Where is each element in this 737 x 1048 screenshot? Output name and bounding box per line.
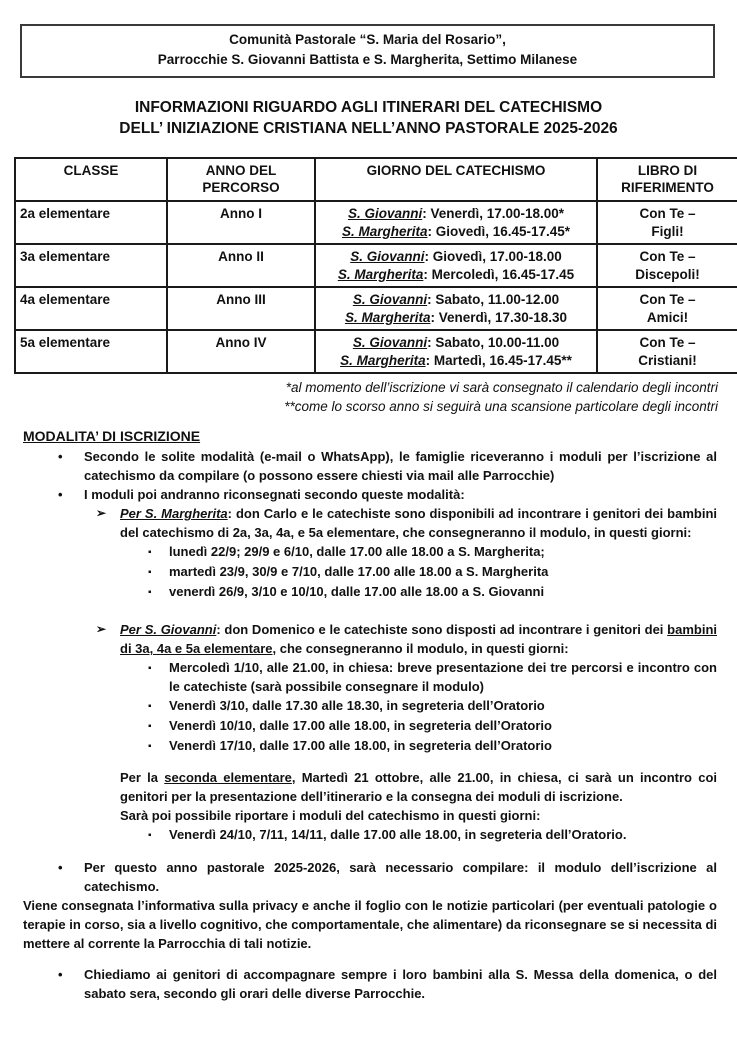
list-item	[58, 858, 717, 896]
giorno-detail: : Sabato, 11.00-12.00	[427, 292, 560, 308]
title-line2: DELL’ INIZIAZIONE CRISTIANA NELL’ANNO PASTORALE 2025-2026	[119, 120, 618, 138]
bullet-icon: •	[58, 860, 63, 876]
list-item	[148, 562, 717, 582]
table-row	[15, 330, 737, 373]
list-item	[58, 965, 717, 1003]
table-header-row	[15, 158, 737, 201]
parish-name: S. Giovanni	[352, 292, 428, 308]
parish-name: S. Giovanni	[352, 335, 428, 351]
section-heading-modalita: MODALITA’ DI ISCRIZIONE	[23, 428, 201, 445]
header-line1: Comunità Pastorale “S. Maria del Rosario”,	[229, 32, 506, 47]
list-item	[58, 485, 717, 504]
footnote-1: *al momento dell’iscrizione vi sarà consegnato il calendario degli incontri	[285, 380, 718, 396]
margherita-label: Per S. Margherita	[120, 506, 228, 522]
giorno-detail: : Venerdì, 17.00-18.00*	[422, 205, 565, 221]
square-bullet-icon: ▪	[148, 567, 152, 579]
parish-name: S. Giovanni	[347, 205, 423, 221]
square-bullet-icon: ▪	[148, 587, 152, 599]
libro-cell: Con Te – Figli!	[597, 201, 737, 244]
seconda-line2: Sarà poi possibile riportare i moduli del catechismo in questi giorni:	[120, 808, 541, 824]
giovanni-body-underlined: bambini di 3a, 4a e 5a elementare	[120, 622, 717, 657]
libro-cell: Con Te – Amici!	[597, 287, 737, 330]
giorno-detail: : Giovedì, 16.45-17.45*	[427, 223, 571, 239]
bullet4-text: Chiediamo ai genitori di accompagnare sempre i loro bambini alla S. Messa della domenica, o del sabato sera, secondo gli orari delle diverse Parrocchie.	[84, 967, 717, 1002]
modalita-body	[0, 447, 737, 1003]
giovanni-item-1: Mercoledì 1/10, alle 21.00, in chiesa: breve presentazione dei tre percorsi e incontro con le catechiste (sarà possibile consegnare il modulo)	[169, 660, 717, 695]
giorno-detail: : Giovedì, 17.00-18.00	[424, 249, 562, 265]
table-row	[15, 201, 737, 244]
footnote-2: **come lo scorso anno si seguirà una scansione particolare degli incontri	[284, 399, 718, 415]
bullet-icon: •	[58, 449, 63, 465]
anno-cell: Anno I	[167, 201, 315, 244]
giovanni-item-3: Venerdì 10/10, dalle 17.00 alle 18.00, in segreteria dell’Oratorio	[169, 718, 552, 734]
table-row	[15, 287, 737, 330]
header-giorno: GIORNO DEL CATECHISMO	[315, 158, 597, 201]
classe-cell: 3a elementare	[15, 244, 167, 287]
giovanni-text	[120, 620, 717, 658]
giovanni-body-a: : don Domenico e le catechiste sono disposti ad incontrare i genitori dei	[216, 622, 668, 638]
table-footnotes	[0, 379, 718, 417]
bullet3-text: Per questo anno pastorale 2025-2026, sarà necessario compilare: il modulo dell’iscrizione al catechismo.	[84, 860, 717, 895]
list-item	[148, 542, 717, 562]
table-row	[15, 244, 737, 287]
giorno-cell	[315, 287, 597, 330]
giorno-cell	[315, 330, 597, 373]
list-item	[148, 658, 717, 696]
square-bullet-icon: ▪	[148, 547, 152, 559]
arrow-bullet-icon: ➢	[96, 506, 107, 521]
list-item	[148, 825, 717, 845]
square-bullet-icon: ▪	[148, 721, 152, 733]
header-line2: Parrocchie S. Giovanni Battista e S. Margherita, Settimo Milanese	[157, 52, 578, 68]
list-item	[148, 716, 717, 736]
seconda-text-underlined: seconda elementare	[164, 770, 292, 786]
giorno-detail: : Mercoledì, 16.45-17.45	[423, 266, 575, 282]
margherita-body: : don Carlo e le catechiste sono disponibili ad incontrare i genitori dei bambini del catechismo di 2a, 3a, 4a, e 5a elementare, che consegneranno il modulo, in questi giorni:	[120, 506, 717, 541]
anno-cell: Anno III	[167, 287, 315, 330]
classe-cell: 5a elementare	[15, 330, 167, 373]
giorno-cell	[315, 244, 597, 287]
margherita-item-2: martedì 23/9, 30/9 e 7/10, dalle 17.00 alle 18.00 a S. Margherita	[169, 564, 549, 580]
seconda-text-a: Per la	[120, 770, 165, 786]
margherita-item-3: venerdì 26/9, 3/10 e 10/10, dalle 17.00 alle 18.00 a S. Giovanni	[169, 584, 545, 600]
libro-cell: Con Te – Discepoli!	[597, 244, 737, 287]
header-libro: LIBRO DI RIFERIMENTO	[597, 158, 737, 201]
square-bullet-icon: ▪	[148, 701, 152, 713]
giorno-detail: : Sabato, 10.00-11.00	[427, 335, 560, 351]
document-title	[0, 97, 737, 140]
margherita-item-1: lunedì 22/9; 29/9 e 6/10, dalle 17.00 alle 18.00 a S. Margherita;	[169, 544, 545, 560]
list-item-giovanni	[96, 620, 717, 658]
giorno-detail: : Martedì, 16.45-17.45**	[425, 352, 572, 368]
seconda-elementare-paragraph	[120, 768, 717, 806]
header-anno: ANNO DEL PERCORSO	[167, 158, 315, 201]
parish-name: S. Giovanni	[350, 249, 425, 265]
square-bullet-icon: ▪	[148, 741, 152, 753]
bullet-icon: •	[58, 487, 63, 503]
anno-cell: Anno II	[167, 244, 315, 287]
classe-cell: 2a elementare	[15, 201, 167, 244]
parish-name: S. Margherita	[341, 223, 428, 239]
parish-name: S. Margherita	[340, 352, 426, 368]
anno-cell: Anno IV	[167, 330, 315, 373]
giorno-detail: : Venerdì, 17.30-18.30	[430, 309, 568, 325]
parish-name: S. Margherita	[344, 309, 431, 325]
list-item	[148, 696, 717, 716]
square-bullet-icon: ▪	[148, 830, 152, 842]
list-item	[58, 447, 717, 485]
document-page	[0, 24, 737, 1048]
title-line1: INFORMAZIONI RIGUARDO AGLI ITINERARI DEL CATECHISMO	[134, 98, 603, 116]
privacy-paragraph: Viene consegnata l’informativa sulla privacy e anche il foglio con le notizie particolari (per eventuali patologie o terapie in corso, sia a livello cognitivo, che comportamentale, che alimentare) da riconsegnare se si necessita di mettere al corrente la Parrocchia di tali notizie.	[23, 898, 717, 952]
bullet2-text: I moduli poi andranno riconsegnati secondo queste modalità:	[84, 487, 465, 503]
square-bullet-icon: ▪	[148, 663, 152, 675]
seconda-text-b: , Martedì 21 ottobre, alle 21.00, in chiesa, ci sarà un incontro coi genitori per la presentazione dell’itinerario e la consegna dei moduli di iscrizione.	[120, 770, 717, 805]
bullet1-text: Secondo le solite modalità (e-mail o WhatsApp), le famiglie riceveranno i moduli per l’iscrizione al catechismo da compilare (o possono essere chiesti via mail alle Parrocchie)	[84, 449, 717, 484]
giovanni-item-4: Venerdì 17/10, dalle 17.00 alle 18.00, in segreteria dell’Oratorio	[169, 738, 552, 754]
giovanni-item-2: Venerdì 3/10, dalle 17.30 alle 18.30, in segreteria dell’Oratorio	[169, 698, 545, 714]
list-item	[148, 582, 717, 602]
giovanni-body-b: , che consegneranno il modulo, in questi giorni:	[272, 641, 569, 657]
giovanni-label: Per S. Giovanni	[120, 622, 217, 638]
libro-cell: Con Te – Cristiani!	[597, 330, 737, 373]
catechism-table	[14, 157, 737, 374]
list-item-margherita	[96, 504, 717, 542]
bullet-icon: •	[58, 967, 63, 983]
list-item	[148, 736, 717, 756]
classe-cell: 4a elementare	[15, 287, 167, 330]
parish-name: S. Margherita	[337, 266, 424, 282]
parish-header-box	[20, 24, 715, 78]
giorno-cell	[315, 201, 597, 244]
margherita-text	[120, 504, 717, 542]
header-classe: CLASSE	[15, 158, 167, 201]
arrow-bullet-icon: ➢	[96, 622, 107, 637]
seconda-item: Venerdì 24/10, 7/11, 14/11, dalle 17.00 alle 18.00, in segreteria dell’Oratorio.	[169, 827, 627, 843]
